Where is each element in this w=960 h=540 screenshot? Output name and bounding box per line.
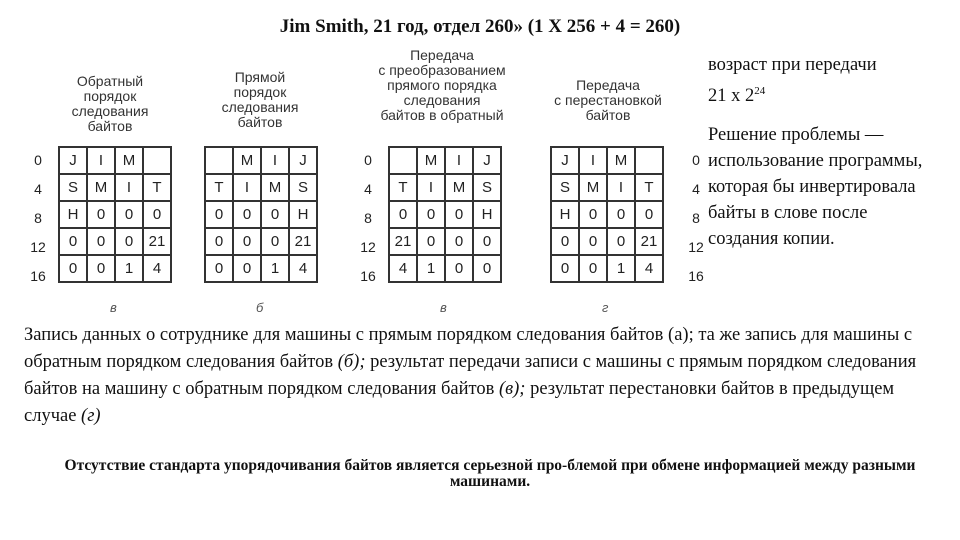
byte-cell: I: [607, 174, 635, 201]
byte-cell: T: [205, 174, 233, 201]
caption-line: прямого порядка: [387, 77, 497, 93]
description-part-1: Запись данных о сотруднике для машины с прямым порядком следования байтов (а); та же запись для машины с обратным порядком следования байтов: [24, 325, 913, 372]
address-label: 16: [360, 268, 376, 284]
byte-cell: 0: [205, 228, 233, 255]
description-ref-d: (г): [81, 406, 101, 426]
memory-word-row: [59, 228, 171, 255]
byte-cell: 0: [445, 255, 473, 282]
memory-table-b: [204, 146, 318, 283]
byte-cell: 4: [635, 255, 663, 282]
figure-description: [24, 322, 949, 430]
age-note-line2: [708, 78, 948, 109]
caption-a: [50, 74, 170, 134]
address-label: 8: [34, 210, 42, 226]
byte-cell: 0: [607, 228, 635, 255]
caption-line: Прямой: [234, 69, 286, 85]
byte-cell: 0: [87, 255, 115, 282]
address-label: 0: [364, 152, 372, 168]
group-c: [336, 44, 516, 316]
address-label: 16: [30, 268, 46, 284]
address-label: 0: [34, 152, 42, 168]
memory-word-row: [389, 255, 501, 282]
conclusion-text: Отсутствие стандарта упорядочивания байтов является серьезной про-блемой при обмене информацией между разными машинами.: [64, 457, 916, 490]
byte-cell: I: [445, 147, 473, 174]
memory-word-row: [59, 174, 171, 201]
description-ref-c: (в);: [498, 379, 526, 399]
byte-cell: M: [233, 147, 261, 174]
byte-cell: H: [59, 201, 87, 228]
memory-word-row: [389, 147, 501, 174]
byte-cell: I: [579, 147, 607, 174]
address-label: 4: [692, 181, 700, 197]
byte-cell: 0: [445, 201, 473, 228]
address-label: 4: [364, 181, 372, 197]
caption-line: с перестановкой: [554, 92, 662, 108]
memory-word-row: [205, 174, 317, 201]
caption-line: байтов: [237, 114, 283, 130]
caption-line: порядок: [83, 88, 137, 104]
byte-cell: M: [87, 174, 115, 201]
byte-cell: S: [551, 174, 579, 201]
byte-cell: [205, 147, 233, 174]
byte-cell: [389, 147, 417, 174]
memory-table-a: [58, 146, 172, 283]
memory-word-row: [389, 174, 501, 201]
byte-cell: 0: [261, 228, 289, 255]
memory-word-row: [389, 228, 501, 255]
byte-cell: T: [143, 174, 171, 201]
byte-cell: S: [473, 174, 501, 201]
caption-line: Обратный: [76, 73, 144, 89]
byte-cell: J: [59, 147, 87, 174]
memory-word-row: [551, 147, 663, 174]
memory-word-row: [389, 201, 501, 228]
byte-cell: 4: [143, 255, 171, 282]
group-d: [536, 44, 704, 316]
address-label: 16: [688, 268, 704, 284]
byte-cell: H: [473, 201, 501, 228]
memory-word-row: [551, 255, 663, 282]
description-part-3: результат перестановки байтов в предыдущем случае: [24, 379, 895, 426]
byte-cell: 0: [473, 255, 501, 282]
byte-cell: 1: [417, 255, 445, 282]
byte-cell: 0: [417, 201, 445, 228]
byte-cell: 4: [389, 255, 417, 282]
byte-cell: 0: [205, 255, 233, 282]
byte-cell: 0: [143, 201, 171, 228]
byte-cell: T: [635, 174, 663, 201]
byte-cell: 0: [205, 201, 233, 228]
byte-cell: 0: [115, 228, 143, 255]
age-note: [708, 52, 948, 109]
byte-cell: M: [607, 147, 635, 174]
memory-word-row: [205, 147, 317, 174]
address-label: 12: [30, 239, 46, 255]
byte-cell: S: [289, 174, 317, 201]
byte-cell: 0: [233, 201, 261, 228]
byte-cell: 1: [607, 255, 635, 282]
caption-line: следования: [221, 99, 299, 115]
memory-word-row: [205, 201, 317, 228]
byte-cell: M: [417, 147, 445, 174]
description-part-2: результат передачи записи с машины с прямым порядком следования байтов на машину с обратным порядком следования байтов: [24, 352, 917, 399]
byte-cell: I: [261, 147, 289, 174]
address-label: 12: [360, 239, 376, 255]
label-a: в: [110, 300, 117, 315]
memory-word-row: [551, 201, 663, 228]
memory-word-row: [59, 255, 171, 282]
byte-cell: 4: [289, 255, 317, 282]
slide-title: Jim Smith, 21 год, отдел 260» (1 X 256 + 4 = 260): [279, 16, 681, 37]
byte-cell: M: [579, 174, 607, 201]
byte-cell: J: [551, 147, 579, 174]
byte-cell: 0: [417, 228, 445, 255]
byte-cell: 0: [59, 228, 87, 255]
address-label: 8: [364, 210, 372, 226]
byte-cell: H: [551, 201, 579, 228]
byte-cell: 0: [607, 201, 635, 228]
address-label: 4: [34, 181, 42, 197]
byte-cell: 21: [289, 228, 317, 255]
group-b: [190, 44, 330, 316]
byte-cell: J: [473, 147, 501, 174]
memory-word-row: [59, 201, 171, 228]
memory-table-c: [388, 146, 502, 283]
label-d: г: [602, 300, 609, 315]
caption-c: [372, 48, 512, 123]
byte-order-figure: [20, 44, 704, 316]
byte-cell: I: [87, 147, 115, 174]
memory-word-row: [205, 255, 317, 282]
description-ref-b: (б);: [337, 352, 366, 372]
caption-b: [200, 70, 320, 130]
caption-line: байтов: [87, 118, 133, 134]
byte-cell: M: [445, 174, 473, 201]
byte-cell: 0: [551, 255, 579, 282]
byte-cell: 0: [473, 228, 501, 255]
byte-cell: [143, 147, 171, 174]
address-label: 8: [692, 210, 700, 226]
memory-word-row: [551, 228, 663, 255]
byte-cell: 0: [87, 228, 115, 255]
caption-line: следования: [403, 92, 481, 108]
byte-cell: 1: [115, 255, 143, 282]
byte-cell: 0: [635, 201, 663, 228]
byte-cell: 21: [389, 228, 417, 255]
address-label: 0: [692, 152, 700, 168]
byte-cell: 0: [389, 201, 417, 228]
caption-line: следования: [71, 103, 149, 119]
memory-word-row: [205, 228, 317, 255]
byte-cell: T: [389, 174, 417, 201]
byte-cell: I: [115, 174, 143, 201]
byte-cell: 0: [233, 228, 261, 255]
caption-line: с преобразованием: [378, 62, 506, 78]
byte-cell: 0: [445, 228, 473, 255]
byte-cell: S: [59, 174, 87, 201]
byte-cell: 0: [59, 255, 87, 282]
byte-cell: H: [289, 201, 317, 228]
byte-cell: J: [289, 147, 317, 174]
memory-table-d: [550, 146, 664, 283]
caption-line: порядок: [233, 84, 287, 100]
caption-line: Передача: [576, 77, 640, 93]
caption-line: Передача: [410, 47, 474, 63]
byte-cell: 0: [87, 201, 115, 228]
label-b: б: [256, 300, 264, 315]
group-a: [20, 44, 180, 316]
byte-cell: 0: [551, 228, 579, 255]
memory-word-row: [551, 174, 663, 201]
caption-d: [544, 78, 672, 123]
byte-cell: 0: [233, 255, 261, 282]
byte-cell: M: [115, 147, 143, 174]
caption-line: байтов в обратный: [380, 107, 504, 123]
byte-cell: M: [261, 174, 289, 201]
label-c: в: [440, 300, 447, 315]
byte-cell: 0: [579, 255, 607, 282]
age-note-base: 21 x 2: [708, 86, 755, 106]
byte-cell: 21: [143, 228, 171, 255]
byte-cell: 1: [261, 255, 289, 282]
memory-word-row: [59, 147, 171, 174]
address-label: 12: [688, 239, 704, 255]
caption-line: байтов: [585, 107, 631, 123]
byte-cell: I: [233, 174, 261, 201]
byte-cell: 0: [115, 201, 143, 228]
byte-cell: 0: [579, 201, 607, 228]
byte-cell: 21: [635, 228, 663, 255]
byte-cell: 0: [579, 228, 607, 255]
byte-cell: 0: [261, 201, 289, 228]
byte-cell: I: [417, 174, 445, 201]
age-note-line1: возраст при передачи: [708, 55, 877, 75]
age-note-exponent: 24: [754, 85, 766, 97]
solution-note: Решение проблемы — использование программы, которая бы инвертировала байты в слове после создания копии.: [708, 125, 923, 249]
byte-cell: [635, 147, 663, 174]
